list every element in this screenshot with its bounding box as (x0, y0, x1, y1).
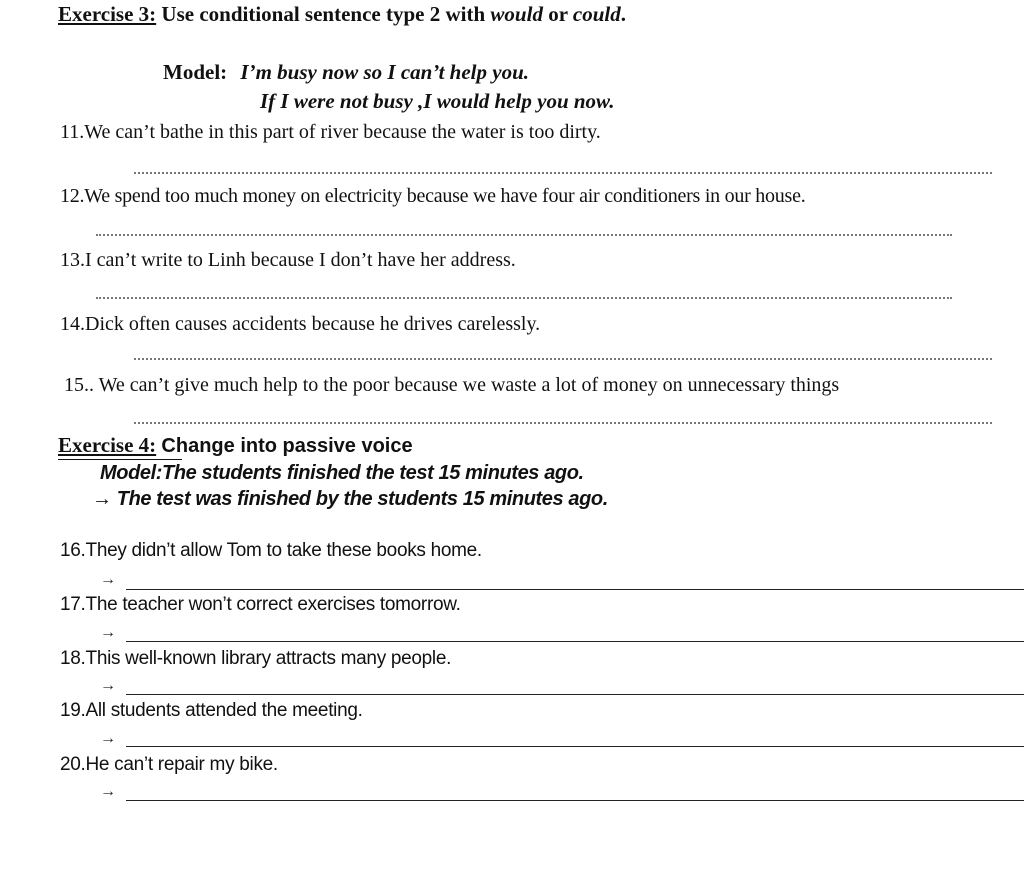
exercise-4-model-answer: → The test was finished by the students 15 minutes ago. (92, 488, 608, 510)
exercise-4-title (58, 433, 413, 458)
question-11: 11.We can’t bathe in this part of river because the water is too dirty. (60, 121, 601, 143)
exercise-3-word-could: could (572, 2, 621, 26)
answer-line-14[interactable] (134, 358, 992, 360)
answer-line-15[interactable] (134, 422, 992, 424)
answer-line-11[interactable] (134, 172, 992, 174)
exercise-3-word-or: or (548, 2, 568, 26)
arrow-icon: → (100, 677, 116, 694)
question-20: 20.He can’t repair my bike. (60, 754, 278, 775)
exercise-4-underline (58, 459, 182, 460)
answer-line-17[interactable] (126, 641, 1024, 642)
exercise-3-period: . (620, 2, 626, 26)
arrow-icon: → (100, 730, 116, 747)
question-16: 16.They didn’t allow Tom to take these books home. (60, 540, 482, 561)
exercise-3-label: Exercise 3: (58, 2, 157, 26)
exercise-4-instruction: Change into passive voice (161, 435, 413, 457)
exercise-4-model: Model:The students finished the test 15 minutes ago. (100, 462, 584, 484)
exercise-3-instruction: Use conditional sentence type 2 with (161, 2, 486, 26)
arrow-icon: → (100, 571, 116, 588)
arrow-icon: → (100, 624, 116, 641)
question-14: 14.Dick often causes accidents because he drives carelessly. (60, 313, 541, 335)
answer-line-13[interactable] (96, 297, 952, 299)
question-19: 19.All students attended the meeting. (60, 700, 363, 721)
exercise-3-title (58, 2, 626, 27)
question-15-clip (60, 374, 1024, 404)
question-13: 13.I can’t write to Linh because I don’t have her address. (60, 249, 516, 271)
exercise-3-model (163, 60, 529, 85)
question-18: 18.This well-known library attracts many people. (60, 648, 452, 669)
exercise-3-model-label: Model: (163, 60, 228, 84)
answer-line-19[interactable] (126, 746, 1024, 747)
answer-line-12[interactable] (96, 234, 952, 236)
arrow-icon: → (100, 783, 116, 800)
question-12: 12.We spend too much money on electricity because we have four air conditioners in our house. (60, 185, 806, 207)
exercise-3-model-sentence: I’m busy now so I can’t help you. (240, 60, 529, 84)
answer-line-20[interactable] (126, 800, 1024, 801)
question-15: 15.. We can’t give much help to the poor because we waste a lot of money on unnecessary things (64, 374, 840, 396)
exercise-3-model-answer: If I were not busy ,I would help you now. (260, 89, 615, 113)
exercise-3-word-would: would (490, 2, 543, 26)
exercise-4-label: Exercise 4: (58, 433, 157, 457)
answer-line-18[interactable] (126, 694, 1024, 695)
question-17: 17.The teacher won’t correct exercises tomorrow. (60, 594, 461, 615)
answer-line-16[interactable] (126, 589, 1024, 590)
